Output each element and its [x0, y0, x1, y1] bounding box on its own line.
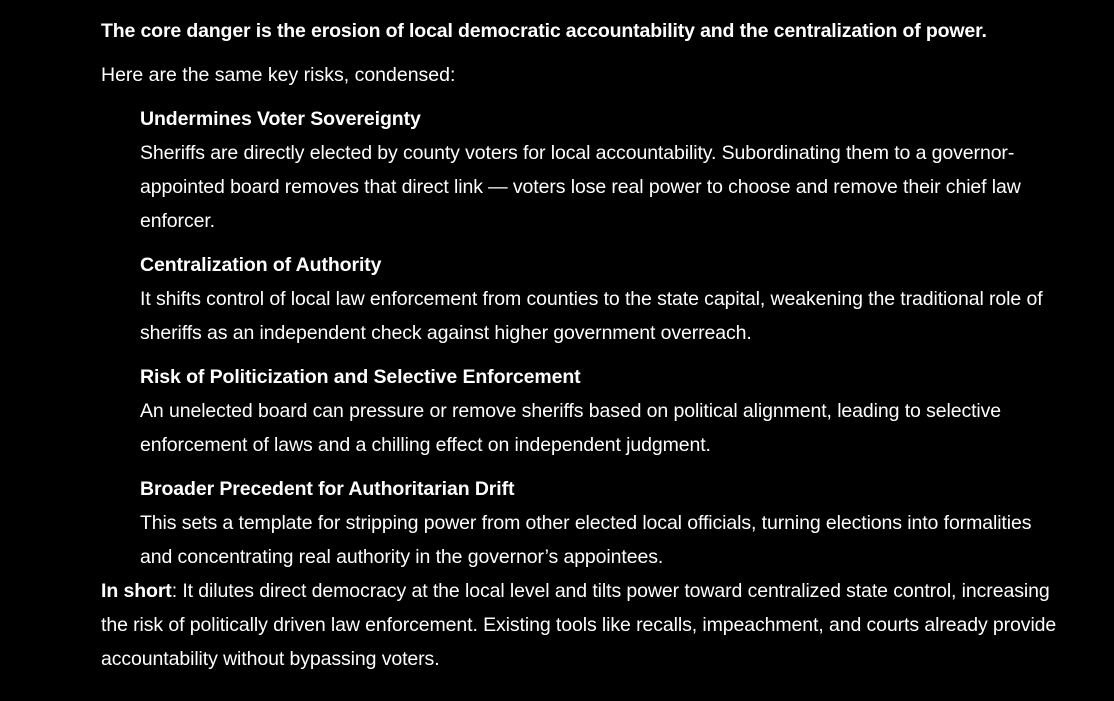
lead-statement: The core danger is the erosion of local democratic accountability and the centralization of power.: [101, 20, 987, 42]
intro-text: Here are the same key risks, condensed:: [101, 64, 456, 86]
summary-label: In short: [101, 580, 172, 602]
risk-description: Sheriffs are directly elected by county voters for local accountability. Subordinating them to a governor-appointed board removes that direct link — voters lose real power to choose and remove their chief law enforcer.: [140, 142, 1021, 232]
risk-description: An unelected board can pressure or remove sheriffs based on political alignment, leading to selective enforcement of laws and a chilling effect on independent judgment.: [140, 400, 1002, 456]
risk-description: It shifts control of local law enforcement from counties to the state capital, weakening the traditional role of sheriffs as an independent check against higher government overreach.: [140, 288, 1043, 344]
list-item: [140, 360, 1061, 462]
summary-text: : It dilutes direct democracy at the local level and tilts power toward centralized state control, increasing the risk of politically driven law enforcement. Existing tools like recalls, impeachment, and courts already provide accountability without bypassing voters.: [101, 580, 1057, 670]
risk-title: Broader Precedent for Authoritarian Drift: [140, 478, 515, 500]
summary-paragraph: [101, 574, 1061, 676]
risk-description: This sets a template for stripping power from other elected local officials, turning elections into formalities and concentrating real authority in the governor’s appointees.: [140, 512, 1032, 568]
list-item: [140, 248, 1061, 350]
risk-title: Centralization of Authority: [140, 254, 382, 276]
risk-title: Undermines Voter Sovereignty: [140, 108, 421, 130]
list-item: [140, 102, 1061, 238]
risk-list: [101, 102, 1061, 574]
risk-title: Risk of Politicization and Selective Enforcement: [140, 366, 581, 388]
list-item: [140, 472, 1061, 574]
response-content: [101, 14, 1061, 676]
